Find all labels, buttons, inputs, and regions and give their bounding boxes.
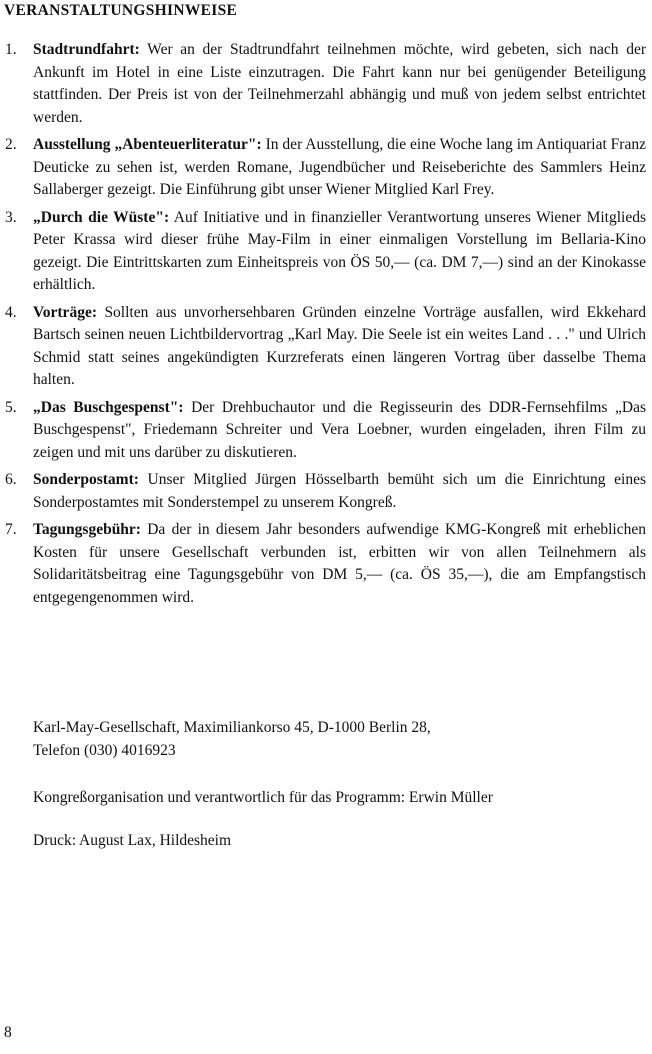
note-number: 5. <box>5 398 17 416</box>
printer-credit: Druck: August Lax, Hildesheim <box>33 832 232 849</box>
note-item-film <box>0 207 646 297</box>
note-number: 1. <box>5 41 17 58</box>
address-line: Karl-May-Gesellschaft, Maximiliankorso 45, D-1000 Berlin 28, <box>33 719 431 736</box>
note-text: Der Drehbuchautor und die Regisseurin des DDR-Fernsehfilms „Das Buschgespenst", Friedemann Schreiter und Vera Loebner, wurden eingeladen, ihren Film zu zeigen und mit uns darüber zu diskutieren. <box>33 398 646 461</box>
note-number: 7. <box>5 521 17 538</box>
note-text: Sollten aus unvorhersehbaren Gründen einzelne Vorträge ausfallen, wird Ekkehard Bartsch seinen neuen Lichtbildervortrag „Karl May. Die Seele ist ein weites Land . . ." und Ulrich Schmid statt seines angekündigten Kurzreferats einen längeren Vortrag über dasselbe Thema halten. <box>33 303 646 388</box>
note-title: „Durch die Wüste": <box>33 208 170 226</box>
note-number: 4. <box>5 303 17 321</box>
page-number: 8 <box>4 1024 12 1041</box>
organisation-credit: Kongreßorganisation und verantwortlich für das Programm: Erwin Müller <box>33 789 493 806</box>
note-number: 2. <box>5 136 17 153</box>
note-text: In der Ausstellung, die eine Woche lang im Antiquariat Franz Deuticke zu sehen ist, werden Romane, Jugendbücher und Reiseberichte des Sammlers Heinz Sallaberger gezeigt. Die Einführung gibt unser Wiener Mitglied Karl Frey. <box>33 136 646 198</box>
note-text: Wer an der Stadtrundfahrt teilnehmen möchte, wird gebeten, sich nach der Ankunft im Hotel in eine Liste einzutragen. Die Fahrt kann nur bei genügender Beteiligung stattfinden. Der Preis ist von der Teilnehmerzahl abhängig und muß von jedem selbst entrichtet werden. <box>33 41 646 126</box>
event-notes-list <box>0 39 646 614</box>
note-item-conference-fee <box>0 519 646 609</box>
note-title: Stadtrundfahrt: <box>33 41 140 58</box>
note-item-lectures <box>0 302 646 392</box>
page-heading: VERANSTALTUNGSHINWEISE <box>4 2 238 19</box>
note-title: „Das Buschgespenst": <box>33 398 184 416</box>
note-item-post-office <box>0 469 646 514</box>
note-item-city-tour <box>0 39 646 129</box>
note-number: 6. <box>5 471 17 488</box>
note-title: Sonderpostamt: <box>33 471 139 488</box>
phone-line: Telefon (030) 4016923 <box>33 741 176 759</box>
note-text: Unser Mitglied Jürgen Hösselbarth bemüht sich um die Einrichtung eines Sonderpostamtes mit Sonderstempel zu unserem Kongreß. <box>33 471 646 511</box>
note-text: Da der in diesem Jahr besonders aufwendige KMG-Kongreß mit erheblichen Kosten für unsere Gesellschaft verbunden ist, erbitten wir von allen Teilnehmern als Solidaritätsbeitrag eine Tagungsgebühr von DM 5,— (ca. ÖS 35,—), die am Empfangstisch entgegengenommen wird. <box>33 521 646 606</box>
note-item-exhibition <box>0 134 646 202</box>
note-title: Tagungsgebühr: <box>33 521 141 538</box>
society-address <box>33 717 431 762</box>
note-text: Auf Initiative und in finanzieller Verantwortung unseres Wiener Mitglieds Peter Krassa wird dieser frühe May-Film in einer einmaligen Vorstellung im Bellaria-Kino gezeigt. Die Eintrittskarten zum Einheitspreis von ÖS 50,— (ca. DM 7,—) sind an der Kinokasse erhältlich. <box>33 208 646 293</box>
note-title: Ausstellung „Abenteuerliteratur": <box>33 136 262 153</box>
note-title: Vorträge: <box>33 303 97 321</box>
note-number: 3. <box>5 208 17 226</box>
note-item-tv-film <box>0 397 646 465</box>
